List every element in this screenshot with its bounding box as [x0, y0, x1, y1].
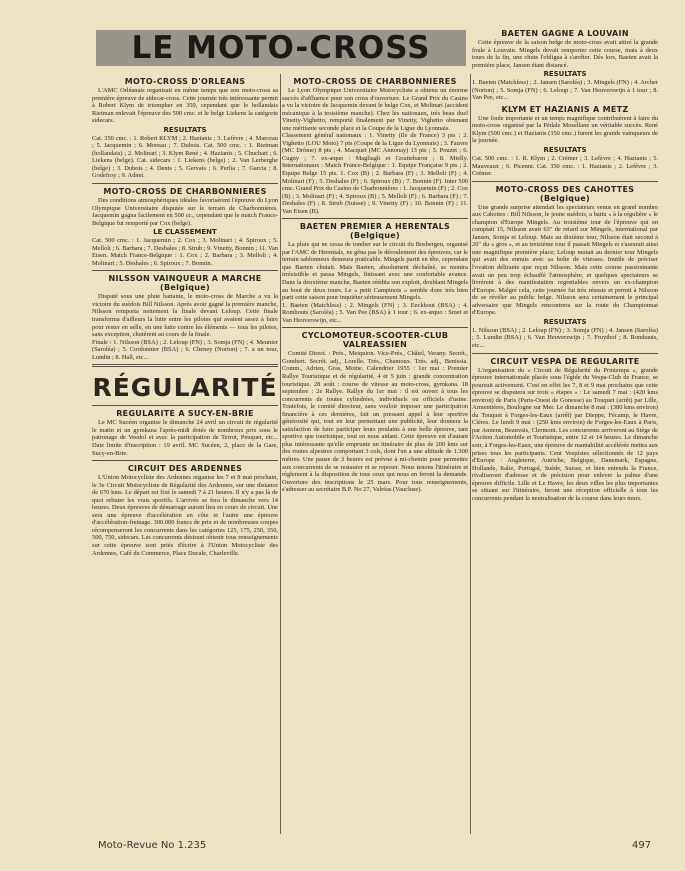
results-heading: RESULTATS	[163, 125, 207, 134]
divider	[92, 270, 278, 271]
article-title: CYCLOMOTEUR-SCOOTER-CLUB VALREASSIEN	[301, 331, 449, 350]
results-text: 1. Baeten (Matchless) ; 2. Jansen (Saroléa) ; 3. Mingels (FN) ; 4. Archer (Norton) ; 5. Somja (FN) ; 6. Leloup ; 7. Van Heuverswijn à 1 tour ; 8. Van Pee, etc...	[472, 79, 658, 102]
article-title: MOTO-CROSS DE CHARBONNIERES	[293, 77, 457, 86]
results-heading: RESULTATS	[543, 146, 587, 155]
article-body: Disputé sous une pluie battante, le moto-cross de Marche a vu la victoire du suédois Bill Nilsson. Après avoir gagné la première manche, Nilsson remporta nettement la finale devant Leloup. Cette finale transforma d'ailleurs la lutte entre les pilotes qui avaient assez à faire pour rester en selle, en une lutte contre les éléments — tous les pilotes, sans exception, chutèrent au cours de la finale.	[92, 293, 278, 339]
divider	[472, 353, 658, 354]
column-divider	[280, 74, 281, 834]
results-text: 1. Baeten (Matchless) ; 2. Mingels (FN) ; 3. Eeckhout (BSA) ; 4. Rombouts (Saroléa) ; 5. Van Pee (BSA) à 1 tour ; 6. ex-æquo : Smet et Van Heuverswijn, etc...	[282, 301, 468, 324]
results-text: Cat. 500 cmc. : 1. R. Klym ; 2. Crémer ; 3. Lefèvre ; 4. Hazianis ; 5. Mauveaux ; 6. Picenni. Cat. 350 cmc. : 1. Hazianis ; 2. Lefèvre ; 3. Crémer.	[472, 155, 658, 178]
article-title: BAETEN GAGNE A LOUVAIN	[501, 29, 629, 38]
results-heading: LE CLASSEMENT	[153, 228, 217, 237]
results-heading: RESULTATS	[543, 317, 587, 326]
article-body: Cette épreuve de la saison belge de moto-cross avait attiré la grande foule à Louvain. Mingels devait remporter cette course, mais à deux tours de la fin, une chute l'obligea à s'arrêter. Dès lors, Baeten avait la première place, Jansen étant distancé.	[472, 39, 658, 69]
article-title: MOTO-CROSS D'ORLEANS	[124, 77, 246, 86]
section-title: RÉGULARITÉ	[92, 373, 278, 403]
results-text: Classement général nationaux : 1. Vinetty (Ile de France) 3 pts ; 2. Vighetto (LOU Moto) 7 pts (Coupe de la Ligue du Lyonnais) ; 3. Fauvre (MC Drôme) 8 pts ; 4. Macquet (MC Annonay) 13 pts ; 5. Pouzet ; 6. Cugny ; 7. ex-æquo : Magliagli et Gouttebaron ; 8. Mielly. Internationaux : Match France-Belgique : 1. Equipe Française 9 pts ; 2. Equipe Belge 15 pts. 1. Cox (B) ; 2. Barbara (F) ; 3. Melloli (F) ; 4. Molinari (F) ; 5. Deshales (F) ; 6. Spiroux (B) ; 7. Bonnin (F). Inter 500 cmc. Grand Prix du Casino de Charbonnières : 1. Jacquemin (F) ; 2. Cox (B) ; 3. Molinari (F) ; 4. Spiroux (B) ; 5. Melloli (F) ; 6. Barbara (F) ; 7. Deshales (F) ; 8. Strub (Suisse) ; 9. Vinetty (F) ; 10. Bonnin (F) ; 11. Van Eisen (B).	[282, 132, 468, 215]
article-title: MOTO-CROSS DE CHARBONNIERES	[103, 187, 267, 197]
footer-publication: Moto-Revue No 1.235	[98, 840, 207, 851]
article-title: KLYM ET HAZIANIS A METZ	[501, 104, 629, 114]
article-body: L'organisation du « Circuit de Régularité du Printemps », grande épreuve internationale placée sous l'égide du Vespa-Club de France, se poursuit activement. C'est en effet les 7, 8 et 9 mai prochains que cette épreuve se disputera sur trois « étapes » : Le samedi 7 mai : (420 kms environ) de Paris (Paris-Ouest de Gonesse) au Touquet (arrêt) par Lille, Armentières, Boulogne sur Mer. Le dimanche 8 mai : (380 kms environ) du Touquet à Forges-les-Eaux (arrêt) par Dieppe, Fécamp, le Havre, Cléres. Le lundi 9 mai : (250 kms environ) de Forges-les-Eaux à Paris, par Amiens, Beauvais, Clermont. Les concurrents arriveront au Siège de l'Action Automobile et Touristique, entre 12 et 14 heures. Le dimanche soir, à Forges-les-Eaux, une épreuve de maniabilité accélérée mettra aux prises tous les participants. Cent Vespistes sélectionnés de 12 pays d'Europe : Angleterre, Autriche, Belgique, Danemark, Espagne, Hollande, Italie, Portugal, Suède, Suisse, et bien entendu la France, rivaliseront d'adresse et de précision pour enlever la palme d'une épreuve difficile. Lille et Le Havre, les deux villes les plus importantes se situant sur l'itinéraire, feront une réception officielle à tous les concurrents pendant la neutralisation de la course dans leurs murs.	[472, 366, 658, 502]
column-right	[472, 26, 658, 826]
divider	[92, 405, 278, 406]
divider	[92, 183, 278, 184]
article-title: NILSSON VAINQUEUR A MARCHE (Belgique)	[108, 274, 262, 293]
article-body: Une foule importante et un temps magnifique contribuèrent à faire du moto-cross organisé par la Pédale Mosellane un véritable succès. René Klym (500 cmc.) et Hazianis (350 cmc.) furent les grands vainqueurs de la journée.	[472, 114, 658, 145]
article-body: Comité Direct. : Prés., Meiquion. Vice-Prés., Châtel, Verany. Secrét., Gombert. Secrét. adj., Lorelle. Trés., Chamoux. Trés. adj., Benissia. Comm., Adrien, Gras, Moine. Calendrier 1955 : 1er mai : Premier Rallye Touristique et de régularité, 4 et 5 juin : grande concentration touristique. 28 août : course de vitesse au moto-cross, gymkana. 18 septembre : 2e Rallye. Rallye du 1er mai : il est ouvert à tous les concurrents de toutes cylindrées, individuels ou officiels d'usine. Toutefois, le comité directeur, sans vouloir imposer une participation financière à ces dernières, fait un pressant appel à leur sportive générosité qui, tout en leur permettant une publicité, leur donnera la satisfaction de faire participer leurs poulains à une belle épreuve, tant sportive que touristique, tout en nous aidant. Cette épreuve est d'autant plus intéressante qu'elle emprunte un itinéraire de plus de 200 kms sur des routes alpestres comportant 3 cols, dont l'un a une altitude de 1.300 mètres. Une pause de 3 heures est prévue à mi-chemin pour permettre aux concurrents de se restaurer et se reposer. Nous tenons l'itinéraire et règlement à la disposition de tous ceux qui nous en feront la demande. Ouverture des inscriptions le 25 mars. Pour tous renseignements, s'adresser au secrétaire B.P. No 27, Valréas (Vaucluse).	[282, 350, 468, 494]
article-title: REGULARITE A SUCY-EN-BRIE	[116, 409, 254, 419]
divider	[472, 181, 658, 182]
article-body: L'AMC Orléanais organisait en même temps que son moto-cross sa première épreuve de sidecar-cross. Cette journée très intéressante permit à Robert Klym de triompher en 350, cependant que le hollandais Rietman enlevait l'épreuve des 500 cmc. et le belge Liekens la catégorie sidecars.	[92, 87, 278, 125]
divider	[282, 218, 468, 219]
column-left	[92, 74, 278, 826]
results-text: Cat. 350 cmc. : 1. Robert KLYM ; 2. Hazianis ; 3. Lefèvre ; 4. Marceau ; 5. Jacquemin ; 6. Moreau ; 7. Dubois. Cat. 500 cmc. : 1. Rietman (hollandais) ; 2. Molinari ; 3. Klym René ; 4. Hazianis ; 5. Chuchart ; 6. Liekens (belge). Cat. sidecars : 1. Liekens (belge) ; 2. Van Lerberghe (belge) ; 3. Dubois ; 4. Denis ; 5. Gervais ; 6. Perlia ; 7. Garcia ; 8. Godefroy ; 9. Adnet.	[92, 134, 278, 180]
footer-page-number: 497	[632, 840, 652, 851]
results-text: 1. Nilsson (BSA) ; 2. Leloup (FN) ; 3. Somja (FN) ; 4. Jansen (Saroléa) ; 5. Lundin (BSA) ; 6. Van Heuverzwijn ; 7. Fruythof ; 8. Rombauts, etc...	[472, 326, 658, 349]
article-title: CIRCUIT VESPA DE REGULARITE	[490, 356, 640, 366]
article-body: Des conditions atmosphériques idéales favorisèrent l'épreuve du Lyon Olympique Universitaire disputée sur le terrain de Charbonnières. Jacquemin gagna facilement en 500 cc., cependant que le match France-Belgique fut remporté par Cox (belge).	[92, 197, 278, 227]
divider	[92, 460, 278, 461]
article-body: Le MC Sucéen organise le dimanche 24 avril un circuit de régularité le matin et un gymkana l'après-midi dotés de nombreux prix sous le patronage de Veedol et avec la participation de Terrot, Peuquet, etc... Date limite d'inscription : 19 avril. MC Sucéen, 2, place de la Gare, Sucy-en-Brie.	[92, 419, 278, 457]
results-heading: RESULTATS	[543, 70, 587, 79]
article-title: CIRCUIT DES ARDENNES	[127, 464, 243, 474]
divider	[92, 364, 278, 367]
article-body: Une grande surprise attendait les spectateurs venus en grand nombre aux Cahottes : Bill Nilsson, le jeune suédois, a battu « à la régulière » le champion d'Europe Mingels. Au troisième tour de l'épreuve qui en comptait 15, Nilsson avait 63" de retard sur Mingels, international par Jansen, Somja et Leloup. Mais au dixième tour, Nilsson était second à 20" du « gros », et au treizième tour il passait Mingels et s'assurait ainsi une magnifique première place; Leloup mutait au dernier tour Mingels qui avait des ennuis avec sa boîte de vitesses. Inutile de préciser l'ovation délirante que reçut Nilsson. Mais cette course passionnante avait un peu trop échauffé l'atmosphère, et quelques spectateurs se livrèrent à des manifestation regrettables envers un ex-champion d'Europe. Malgré cela, cette journée fut très réussie et permit à Nilsson de se révéler au public belge. Nilsson sera certainement le principal adversaire que Mingels rencontrera sur la route du Championnat d'Europe.	[472, 203, 658, 317]
article-body: Le Lyon Olympique Universitaire Motocycliste a obtenu un énorme succès d'affluence pour son cross d'ouverture. Le Grand Prix du Casino a vu la victoire de Jacquemin devant le belge Cox, et Molinari (accident mécanique à la troisième manche). Chez les nationaux, très beau duel Vinetty-Vighetto, remporté finalement par Vinetty, Vighetto obtenant une méritante seconde place et la Coupe de la Ligue du Lyonnais.	[282, 87, 468, 132]
results-text: Finale : 1. Nilsson (BSA) ; 2. Leloup (FN) ; 3. Somja (FN) ; 4. Meunier (Saroléa) ; 5. Cordonnier (BSA) ; 6. Cheney (Norton) ; 7. a un tour, Lundin ; 8. Hall, etc...	[92, 338, 278, 361]
divider	[282, 327, 468, 328]
column-divider	[470, 74, 471, 834]
article-title: MOTO-CROSS DES CAHOTTES (Belgique)	[495, 184, 635, 203]
masthead-banner: LE MOTO-CROSS	[96, 30, 466, 66]
article-title: BAETEN PREMIER A HERENTALS (Belgique)	[299, 222, 451, 241]
article-body: La pluie qui ne cessa de tomber sur le circuit du Bosbergen, organisé par l'AMC de Herentals, ne gêna pas le déroulement des épreuves, car le terrain sablonneux demeura praticable. Mingels partit en tête, cependant que Baeten chutait. Mais Baeten, absolument déchaîné, se montra irrésistible et passa Mingels, finissant avec une confortable avance. Dans la deuxième manche, Baeten rééditа son exploit, doublant Mingels au bout de deux tours. Le « petit Campinois » semble donc très bien parti cette saison pour inquiéter sérieusement Mingels.	[282, 241, 468, 302]
column-middle	[282, 74, 468, 826]
article-body: L'Union Motocycliste des Ardennes organise les 7 et 8 mai prochain, le 3e Circuit Motocycliste de Régularité des Ardennes, sur une distance de 670 kms. Le départ est fixé le samedi 7 à 21 heures. Il n'y a pas là de quoi rebuter les vrais sportifs. L'arrivée se fera le dimanche vers 14 heures. Deux épreuves de démarrage auront lieu en cours de circuit. Une sera une épreuve d'accélération en côte et l'autre une épreuve d'accélération-freinage. 300.000 francs de prix et de nombreuses coupes récompenseront les concurrents dans les catégories 125, 175, 250, 350, 500, 750, sidecars. Les concurrents désirant obtenir tous renseignements sur cette épreuve sont priés d'écrire à l'Union Motocycliste des Ardennes, Café du Commerce, Place Ducale, Charleville.	[92, 474, 278, 557]
results-text: Cat. 500 cmc. : 1. Jacquemin ; 2. Cox ; 3. Molinari ; 4. Spiroux ; 5. Melloli ; 6. Barbara ; 7. Deshales ; 8. Strub ; 9. Vinetty, Bonnin ; 11. Van Eisen. Match France-Belgique : 1. Cox ; 2. Barbara ; 3. Melloli ; 4. Molinari ; 5. Deshales ; 6. Spiroux ; 7. Bonnin.	[92, 237, 278, 267]
